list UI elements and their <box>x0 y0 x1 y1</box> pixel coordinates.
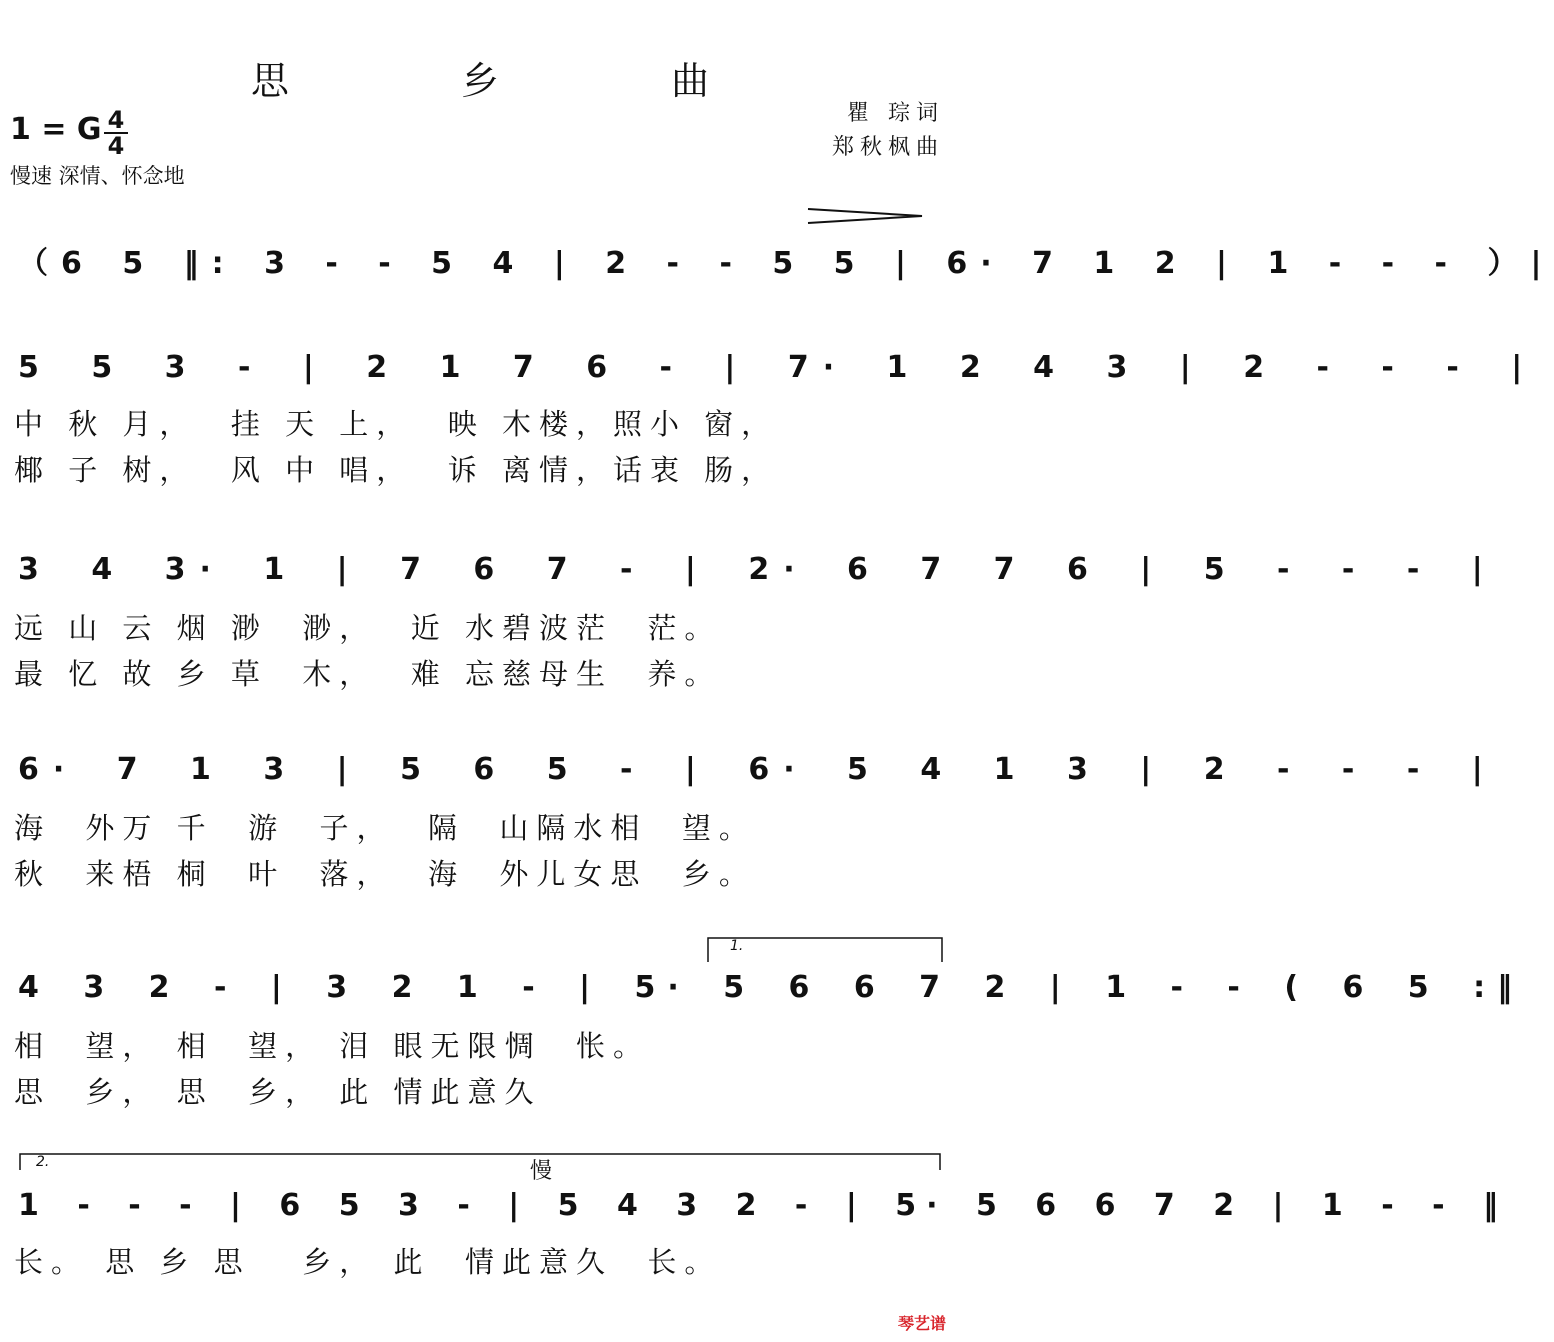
lyric-verse1-line3: 海 外万 千 游 子， 隔 山隔水相 望。 <box>14 811 756 845</box>
notation-line-4: 4 3 2 - | 3 2 1 - | 5· 5 6 6 7 2 | 1 - - ( 6 5 :‖ <box>18 970 1525 1005</box>
lyric-verse2-line2: 最 忆 故 乡 草 木， 难 忘慈母生 养。 <box>14 657 722 691</box>
system-2 <box>0 552 1497 702</box>
system-1 <box>0 350 1537 500</box>
lyric-verse2-line3: 秋 来梧 桐 叶 落， 海 外儿女思 乡。 <box>14 857 756 891</box>
time-signature-bottom: 4 <box>107 132 125 160</box>
lyricist-credit: 瞿 琮词 <box>847 101 944 126</box>
lyric-line5: 长。 思 乡 思 乡， 此 情此意久 长。 <box>14 1245 722 1279</box>
lyric-verse2-line4: 思 乡， 思 乡， 此 情此意久 <box>14 1075 542 1109</box>
volta-2-bracket <box>18 1150 944 1172</box>
time-signature-top: 4 <box>107 106 125 134</box>
system-3 <box>0 752 1497 902</box>
notation-line-3: 6· 7 1 3 | 5 6 5 - | 6· 5 4 1 3 | 2 - - - | <box>18 752 1497 787</box>
lyric-verse1-line1: 中 秋 月， 挂 天 上， 映 木楼，照小 窗， <box>14 407 779 441</box>
notation-line-2: 3 4 3· 1 | 7 6 7 - | 2· 6 7 7 6 | 5 - - - | <box>18 552 1497 587</box>
key-signature: 1 = G <box>10 112 102 147</box>
lyric-verse1-line2: 远 山 云 烟 渺 渺， 近 水碧波茫 茫。 <box>14 611 722 645</box>
system-4 <box>0 970 1525 1120</box>
lyric-verse1-line4: 相 望， 相 望， 泪 眼无限惆 怅。 <box>14 1029 650 1063</box>
volta-2-label: 2. <box>36 1154 50 1170</box>
slow-marking: 慢 <box>530 1159 553 1184</box>
intro-notation: （6 5 ‖: 3 - - 5 4 | 2 - - 5 5 | 6· 7 1 2 | 1 - - - ）| <box>18 246 1554 281</box>
watermark-logo: 琴艺谱 <box>897 1314 946 1333</box>
volta-1-label: 1. <box>730 938 744 954</box>
system-5 <box>0 1188 1509 1288</box>
tempo-marking: 慢速 深情、怀念地 <box>10 164 185 188</box>
intro-system <box>0 246 1554 286</box>
page-title: 思 乡 曲 <box>250 59 790 103</box>
composer-credit: 郑秋枫曲 <box>831 135 944 160</box>
notation-line-1: 5 5 3 - | 2 1 7 6 - | 7· 1 2 4 3 | 2 - - - | <box>18 350 1537 385</box>
time-signature <box>104 108 128 158</box>
decrescendo-mark <box>806 206 926 226</box>
lyric-verse2-line1: 椰 子 树， 风 中 唱， 诉 离情，话衷 肠， <box>14 453 779 487</box>
notation-line-5: 1 - - - | 6 5 3 - | 5 4 3 2 - | 5· 5 6 6 7 2 | 1 - - ‖ <box>18 1188 1509 1223</box>
